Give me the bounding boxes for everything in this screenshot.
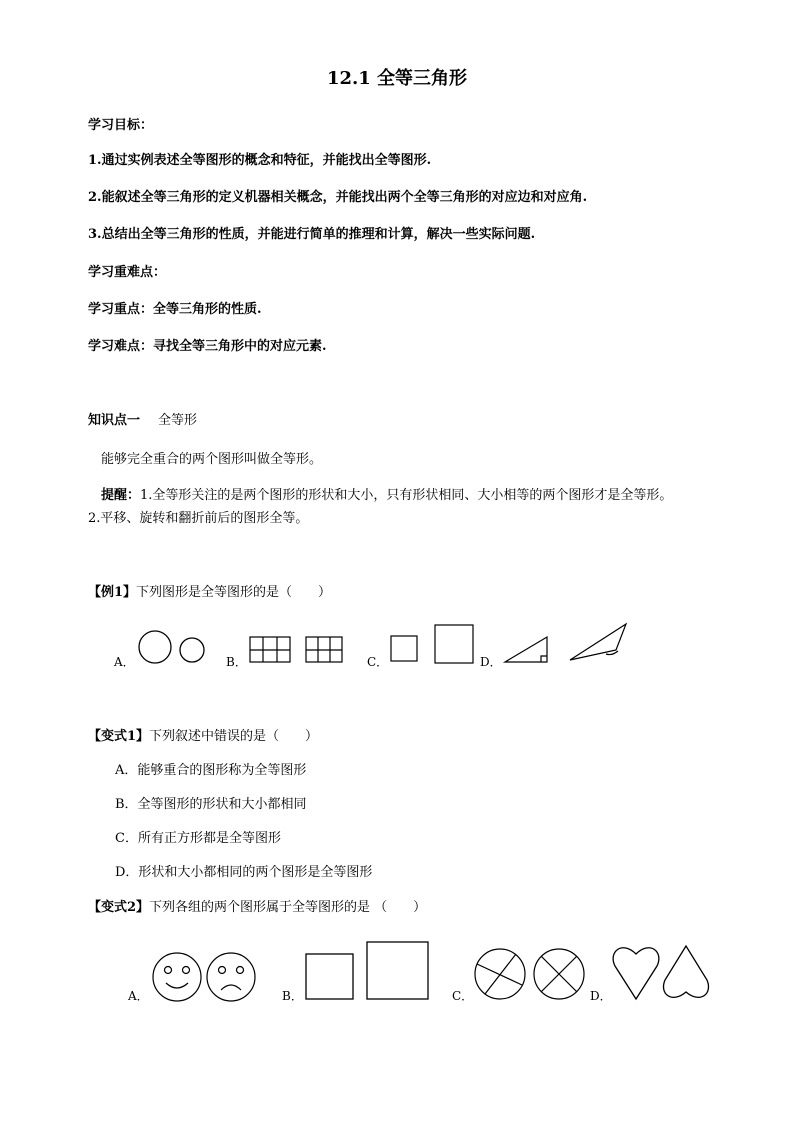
variant1-option-a: A．能够重合的图形称为全等图形 [115,763,307,778]
variant2-option-d-label: D． [590,989,612,1003]
example1-figures [0,610,794,670]
knowledge-tip [101,487,672,505]
example1-tag: 【例1】 [88,585,137,600]
crossed-circle-2-shape [534,949,584,999]
crossed-circle-1-shape [475,949,525,999]
example1-option-d-label: D． [480,655,502,669]
key-point-focus: 学习重点：全等三角形的性质. [88,302,262,317]
sad-face-shape [207,953,255,1001]
large-square-shape [435,625,473,663]
variant2-option-b-label: B． [282,989,303,1003]
heart-shape [613,948,659,999]
variant1-option-b: B．全等图形的形状和大小都相同 [115,797,307,812]
tip-line-1: 1.全等形关注的是两个图形的形状和大小，只有形状相同、大小相等的两个图形才是全等形。 [140,488,673,503]
variant2-tag: 【变式2】 [88,900,150,915]
key-points-heading: 学习重难点： [88,265,167,280]
variant2-question [88,899,426,917]
variant1-option-c: C．所有正方形都是全等图形 [115,831,281,846]
tip-label: 提醒： [101,488,141,503]
variant1-text: 下列叙述中错误的是（ ） [149,729,319,744]
variant1-tag: 【变式1】 [88,729,150,744]
example1-option-c-label: C． [367,655,389,669]
example1-text: 下列图形是全等图形的是（ ） [136,585,332,600]
grid-figure-2-shape [306,637,342,662]
variant2-figures [0,935,794,1005]
tip-line-2: 2.平移、旋转和翻折前后的图形全等。 [88,511,309,526]
circle-large-shape [139,631,171,663]
objective-item-1: 1.通过实例表述全等图形的概念和特征，并能找出全等图形. [88,153,432,168]
circle-small-shape [180,638,204,662]
example1-option-a-label: A． [114,655,135,669]
knowledge-topic: 全等形 [158,413,198,428]
small-square-shape [306,954,353,999]
smiling-face-shape [153,953,201,1001]
oblique-triangle-shape [570,624,626,660]
right-triangle-shape [505,637,547,662]
variant2-option-c-label: C． [452,989,474,1003]
variant1-option-d: D．形状和大小都相同的两个图形是全等图形 [115,865,373,880]
large-square-shape [367,942,428,999]
variant2-text: 下列各组的两个图形属于全等图形的是 （ ） [149,900,427,915]
variant1-question [88,728,318,746]
objective-item-3: 3.总结出全等三角形的性质，并能进行简单的推理和计算，解决一些实际问题. [88,227,536,242]
knowledge-definition: 能够完全重合的两个图形叫做全等形。 [101,452,323,467]
variant2-option-a-label: A． [128,989,149,1003]
objective-item-2: 2.能叙述全等三角形的定义机器相关概念，并能找出两个全等三角形的对应边和对应角. [88,190,588,205]
grid-figure-1-shape [250,637,290,662]
inverted-heart-shape [663,946,708,997]
example1-question [88,584,331,602]
page-title: 12.1 全等三角形 [326,68,468,89]
key-point-difficulty: 学习难点：寻找全等三角形中的对应元素. [88,339,327,354]
small-square-shape [391,636,417,661]
example1-option-b-label: B． [226,655,247,669]
objectives-heading: 学习目标： [88,118,154,133]
knowledge-heading: 知识点一 [88,413,141,428]
